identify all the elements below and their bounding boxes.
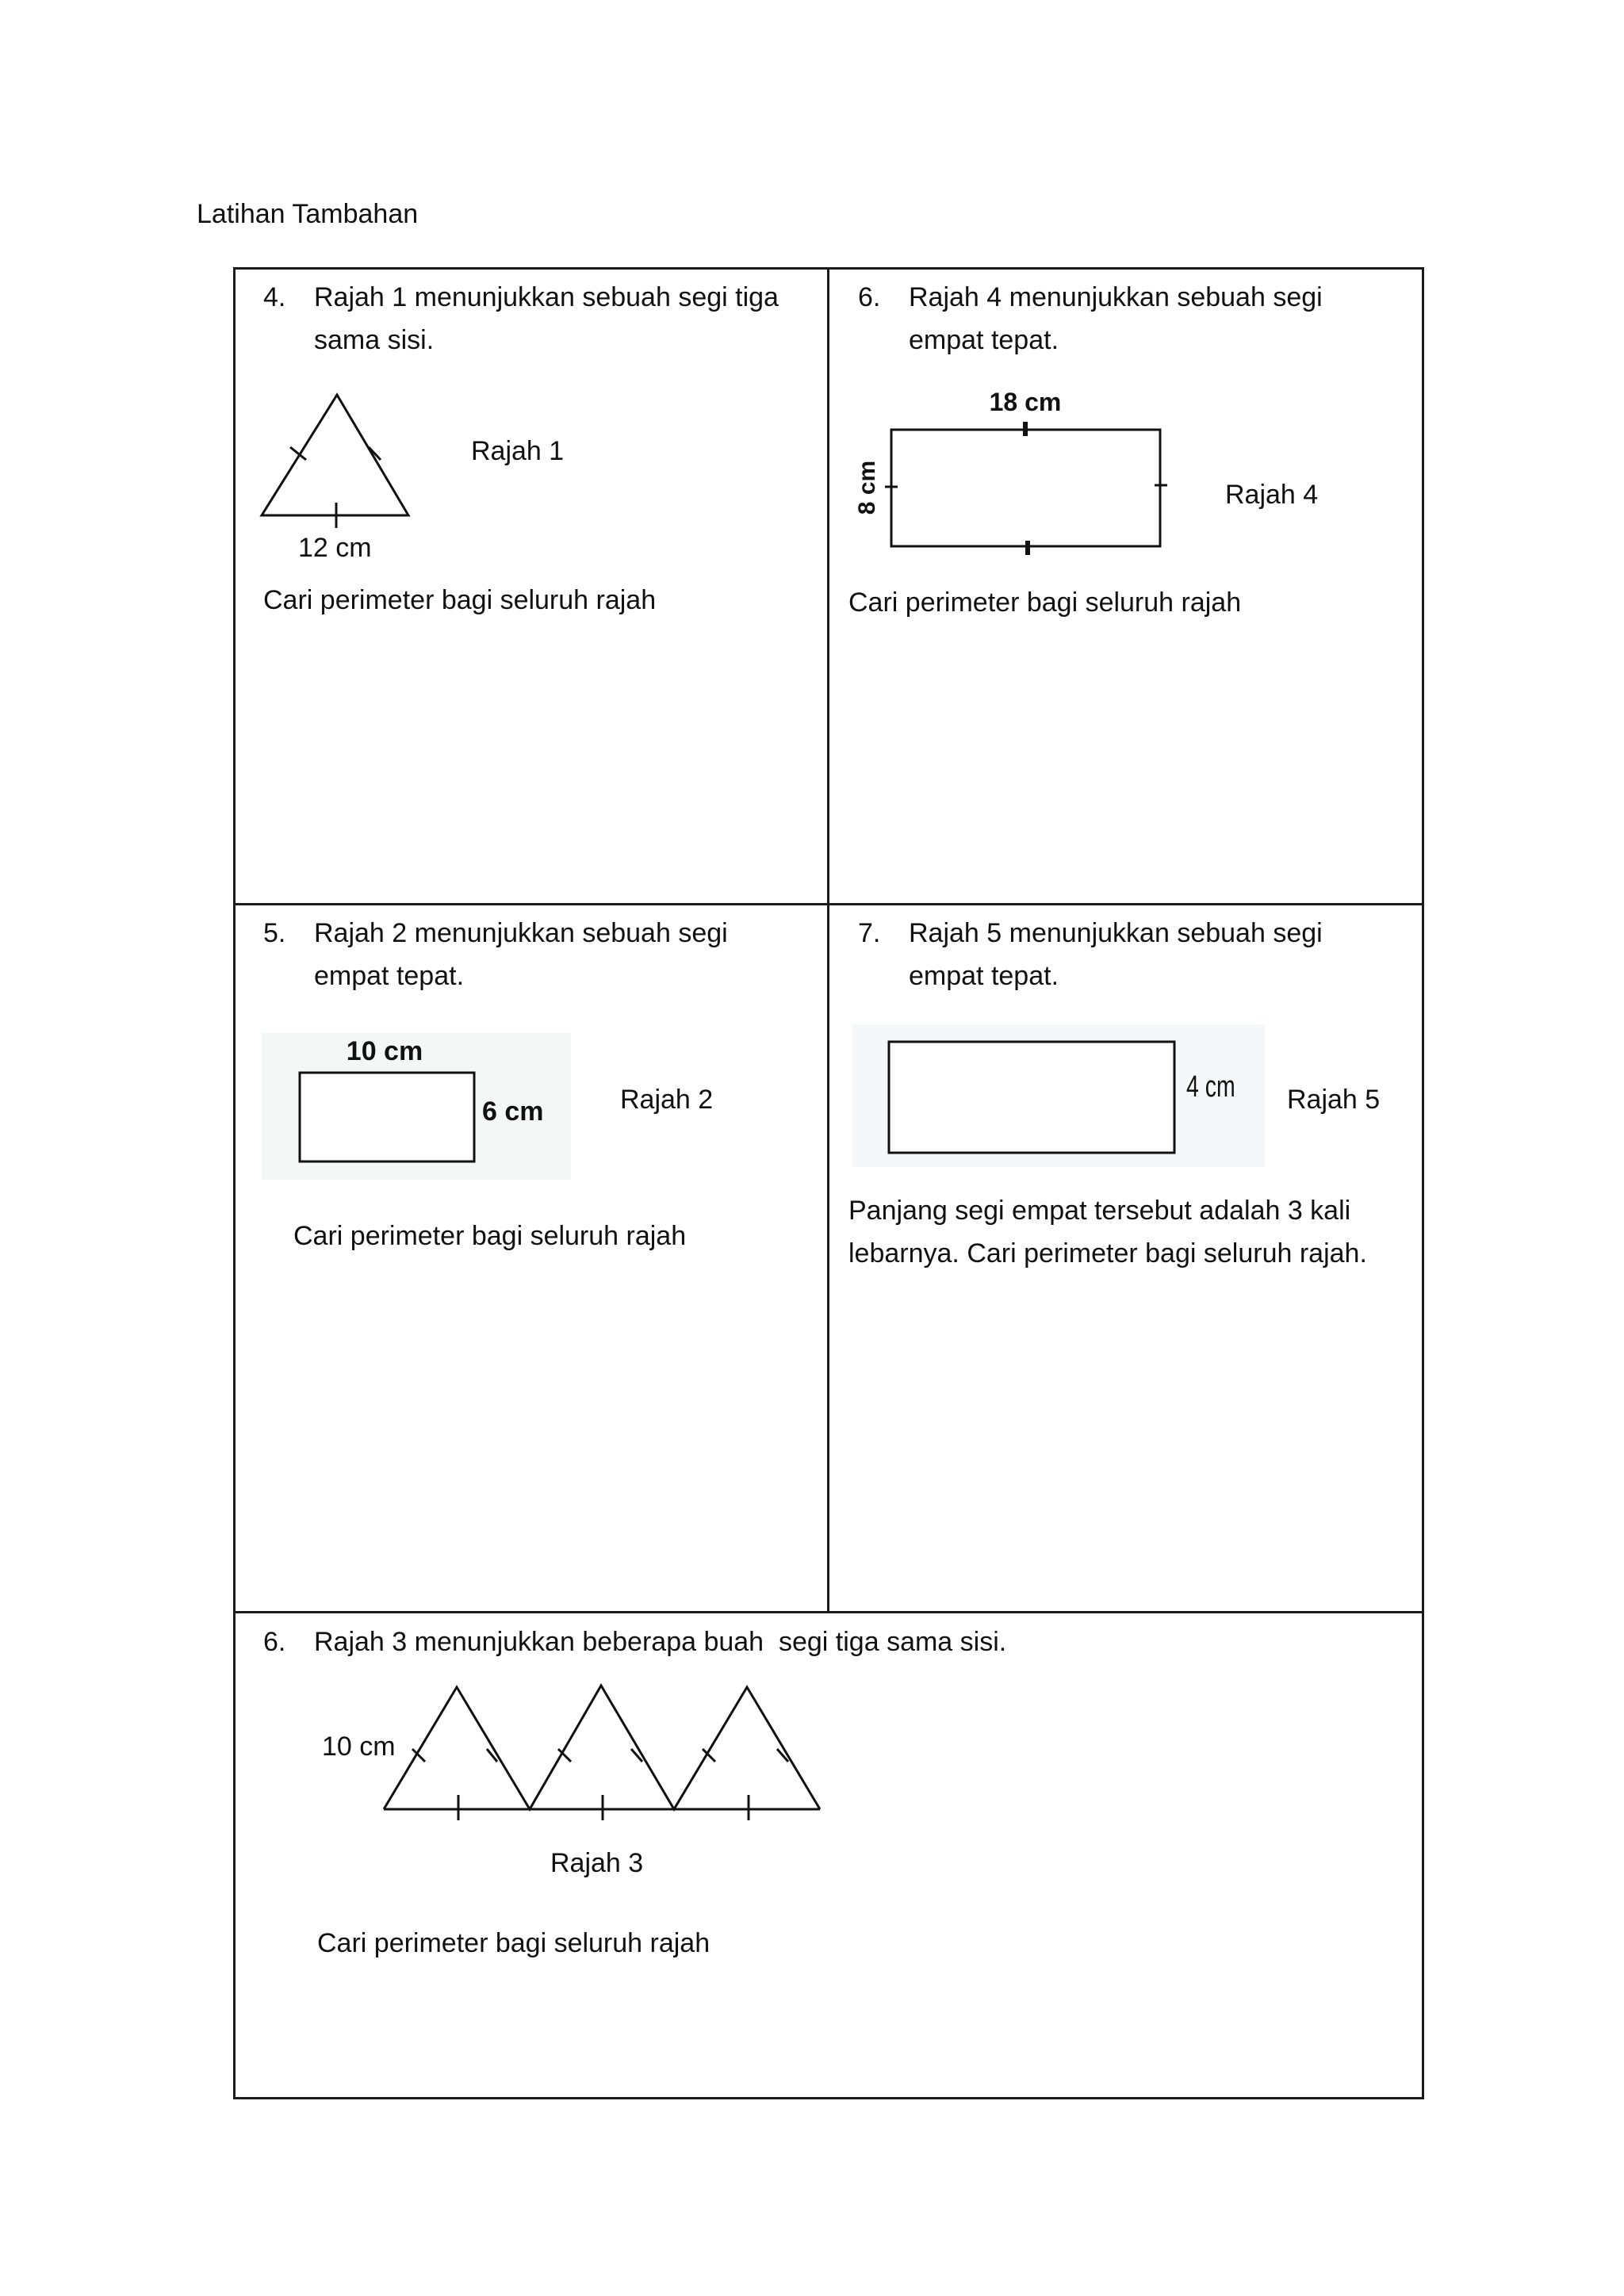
rajah-3-label: Rajah 3 bbox=[550, 1848, 644, 1878]
rajah-2-side-label: 6 cm bbox=[482, 1096, 544, 1127]
rajah-3-triangles-figure bbox=[373, 1673, 833, 1831]
question-number: 4. bbox=[263, 282, 286, 312]
rajah-4-label: Rajah 4 bbox=[1225, 480, 1319, 510]
question-number: 6. bbox=[263, 1627, 286, 1657]
table-border-bottom bbox=[233, 2097, 1424, 2099]
question-text-line-2: sama sisi. bbox=[314, 325, 435, 355]
rajah-2-top-label: 10 cm bbox=[346, 1036, 423, 1066]
question-text-line-2: empat tepat. bbox=[314, 961, 465, 991]
rajah-4-side-label: 8 cm bbox=[854, 460, 880, 515]
rajah-1-side-label: 12 cm bbox=[298, 533, 372, 563]
question-text-line-1: Rajah 4 menunjukkan sebuah segi bbox=[909, 282, 1323, 312]
rajah-5-label: Rajah 5 bbox=[1287, 1085, 1381, 1115]
rajah-5-side-label: 4 cm bbox=[1186, 1070, 1235, 1104]
question-5-task: Cari perimeter bagi seluruh rajah bbox=[293, 1221, 687, 1251]
question-6-task: Cari perimeter bagi seluruh rajah bbox=[848, 587, 1242, 618]
question-text-line-1: Rajah 1 menunjukkan sebuah segi tiga bbox=[314, 282, 779, 312]
question-text-line-1: Rajah 2 menunjukkan sebuah segi bbox=[314, 918, 728, 948]
question-number: 5. bbox=[263, 918, 286, 948]
table-column-divider bbox=[827, 267, 829, 1613]
question-6-rectangle bbox=[858, 276, 1413, 371]
rajah-1-triangle-figure bbox=[238, 381, 444, 539]
rajah-3-side-label: 10 cm bbox=[322, 1732, 396, 1762]
page-title: Latihan Tambahan bbox=[197, 199, 419, 229]
question-4 bbox=[263, 276, 818, 371]
question-number: 6. bbox=[858, 282, 881, 312]
table-border-right bbox=[1422, 267, 1424, 2099]
question-text-line-1: Rajah 5 menunjukkan sebuah segi bbox=[909, 918, 1323, 948]
question-text-line-2: empat tepat. bbox=[909, 325, 1059, 355]
question-7 bbox=[858, 912, 1413, 1007]
rajah-2-label: Rajah 2 bbox=[620, 1085, 714, 1115]
question-7-task-line-2: lebarnya. Cari perimeter bagi seluruh rajah. bbox=[848, 1238, 1367, 1269]
question-6-triangles bbox=[263, 1621, 1373, 1668]
table-border-left bbox=[233, 267, 236, 2099]
question-7-task-line-1: Panjang segi empat tersebut adalah 3 kali bbox=[848, 1196, 1351, 1226]
rajah-1-label: Rajah 1 bbox=[471, 436, 565, 466]
rajah-5-rectangle-figure bbox=[852, 1023, 1273, 1173]
question-text-line-2: empat tepat. bbox=[909, 961, 1059, 991]
question-4-task: Cari perimeter bagi seluruh rajah bbox=[263, 585, 657, 615]
question-number: 7. bbox=[858, 918, 881, 948]
question-7-task bbox=[848, 1189, 1367, 1275]
question-5 bbox=[263, 912, 818, 1007]
question-text: Rajah 3 menunjukkan beberapa buah segi tiga sama sisi. bbox=[314, 1627, 1007, 1657]
rajah-4-top-label: 18 cm bbox=[989, 388, 1062, 416]
rajah-2-rectangle-figure bbox=[262, 1027, 579, 1185]
rajah-4-rectangle-figure bbox=[841, 379, 1189, 557]
question-6-triangles-task: Cari perimeter bagi seluruh rajah bbox=[317, 1928, 710, 1958]
